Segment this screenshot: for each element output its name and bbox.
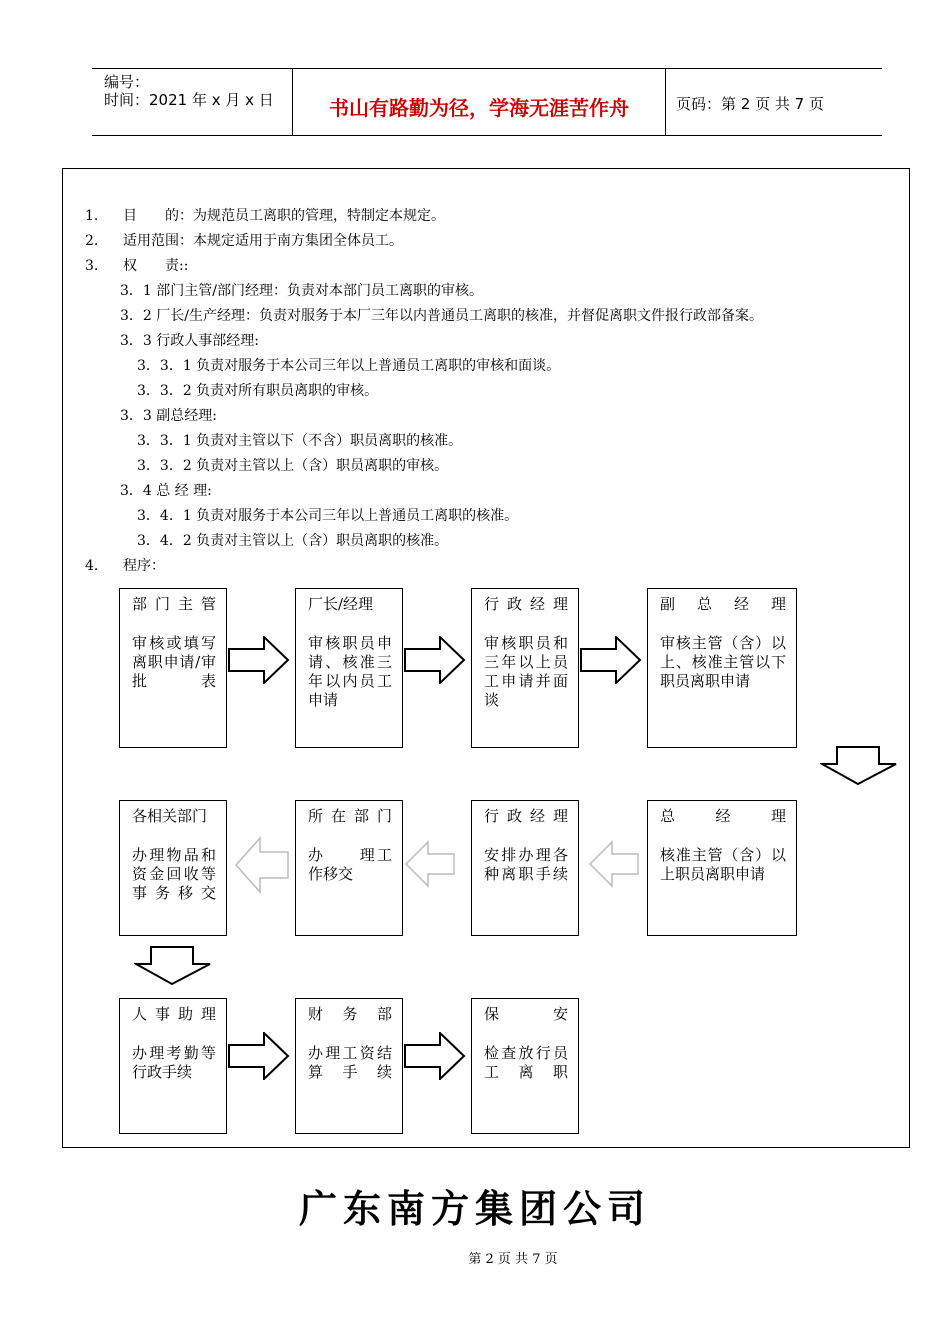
item-3-1: 3．1 部门主管/部门经理：负责对本部门员工离职的审核。 <box>120 283 483 299</box>
item-3-3b: 3．3 副总经理: <box>120 408 217 424</box>
arrow-right-icon <box>580 636 642 684</box>
flow-box-title: 所在部门 <box>308 807 392 825</box>
arrow-right-icon <box>228 636 290 684</box>
flow-box-desc: 审核职员和三年以上员工申请并面谈 <box>484 634 568 709</box>
flow-box-title: 行政经理 <box>484 595 568 613</box>
flow-box-title: 各相关部门 <box>132 807 208 825</box>
flow-box-desc: 办理物品和资金回收等事务移交 <box>132 846 216 902</box>
flow-box-desc: 核准主管（含）以上职员离职申请 <box>660 846 786 883</box>
item-3-3b-1: 3．3．1 负责对主管以下（不含）职员离职的核准。 <box>137 433 463 449</box>
item-3-3-1: 3．3．1 负责对服务于本公司三年以上普通员工离职的审核和面谈。 <box>137 358 561 374</box>
item-text: 程序： <box>123 558 165 574</box>
item-3-3-2: 3．3．2 负责对所有职员离职的审核。 <box>137 383 379 399</box>
flow-box-desc: 安排办理各种离职手续 <box>484 846 568 883</box>
flow-box-desc: 审核职员申请、核准三年以内员工申请 <box>308 634 392 709</box>
item-3-3b-2: 3．3．2 负责对主管以上（含）职员离职的审核。 <box>137 458 449 474</box>
item-text: 适用范围：本规定适用于南方集团全体员工。 <box>123 233 403 249</box>
flow-box-admin-manager <box>471 588 579 748</box>
arrow-right-icon <box>404 1032 466 1080</box>
company-name: 广东南方集团公司 <box>298 1186 651 1231</box>
flow-box-title: 副 总 经 理 <box>660 595 786 613</box>
flow-box-factory-manager <box>295 588 403 748</box>
item-duties <box>85 256 188 276</box>
flow-box-own-dept <box>295 800 403 936</box>
item-number: 3. <box>85 258 99 274</box>
flow-box-title: 人事助理 <box>132 1005 216 1023</box>
page-info: 页码：第 2 页 共 7 页 <box>676 95 824 113</box>
arrow-left-icon <box>234 836 290 894</box>
flow-box-title: 财 务 部 <box>308 1005 392 1023</box>
flow-box-desc: 检查放行员工离职 <box>484 1044 568 1081</box>
doc-number-label: 编号： <box>104 73 150 91</box>
flow-box-title: 总 经 理 <box>660 807 786 825</box>
flow-box-gm <box>647 800 797 936</box>
flow-box-finance <box>295 998 403 1134</box>
flow-box-title: 厂长/经理 <box>308 595 374 613</box>
item-number: 2. <box>85 233 99 249</box>
item-3-4-2: 3．4．2 负责对主管以上（含）职员离职的核准。 <box>137 533 449 549</box>
flow-box-desc: 办 理工作移交 <box>308 846 392 883</box>
header-divider-2 <box>665 68 666 136</box>
flow-box-related-depts <box>119 800 227 936</box>
item-3-4: 3．4 总 经 理: <box>120 483 212 499</box>
item-scope <box>85 231 403 251</box>
item-purpose <box>85 206 445 226</box>
flow-box-hr-assistant <box>119 998 227 1134</box>
item-text: 目 的：为规范员工离职的管理，特制定本规定。 <box>123 208 445 224</box>
header-motto: 书山有路勤为径，学海无涯苦作舟 <box>329 96 629 120</box>
arrow-right-icon <box>404 636 466 684</box>
arrow-right-icon <box>228 1032 290 1080</box>
flow-box-title: 部门主管 <box>132 595 216 613</box>
header-bottom-rule <box>92 135 882 136</box>
arrow-down-icon <box>820 746 898 786</box>
item-number: 4. <box>85 558 99 574</box>
item-procedure <box>85 556 165 576</box>
doc-time-label: 时间：2021 年 x 月 x 日 <box>104 91 274 109</box>
flow-box-title: 保 安 <box>484 1005 568 1023</box>
flow-box-desc: 审核或填写离职申请/审批表 <box>132 634 216 690</box>
flow-box-desc: 办理考勤等行政手续 <box>132 1044 216 1081</box>
item-text: 权 责:: <box>123 258 189 274</box>
header-top-rule <box>92 68 882 69</box>
flow-box-title: 行政经理 <box>484 807 568 825</box>
flow-box-dept-supervisor <box>119 588 227 748</box>
flow-box-deputy-gm <box>647 588 797 748</box>
item-3-4-1: 3．4．1 负责对服务于本公司三年以上普通员工离职的核准。 <box>137 508 519 524</box>
flow-box-desc: 办理工资结算手续 <box>308 1044 392 1081</box>
item-number: 1. <box>85 208 99 224</box>
arrow-down-icon <box>134 946 212 986</box>
arrow-left-icon <box>588 840 640 888</box>
item-3-2: 3．2 厂长/生产经理：负责对服务于本厂三年以内普通员工离职的核准，并督促离职文件报行政部备案。 <box>120 308 763 324</box>
arrow-left-icon <box>404 840 456 888</box>
flow-box-desc: 审核主管（含）以上、核准主管以下职员离职申请 <box>660 634 786 690</box>
item-3-3: 3．3 行政人事部经理: <box>120 333 259 349</box>
flow-box-security <box>471 998 579 1134</box>
page-footer: 第 2 页 共 7 页 <box>468 1252 558 1267</box>
flow-box-admin-manager-2 <box>471 800 579 936</box>
